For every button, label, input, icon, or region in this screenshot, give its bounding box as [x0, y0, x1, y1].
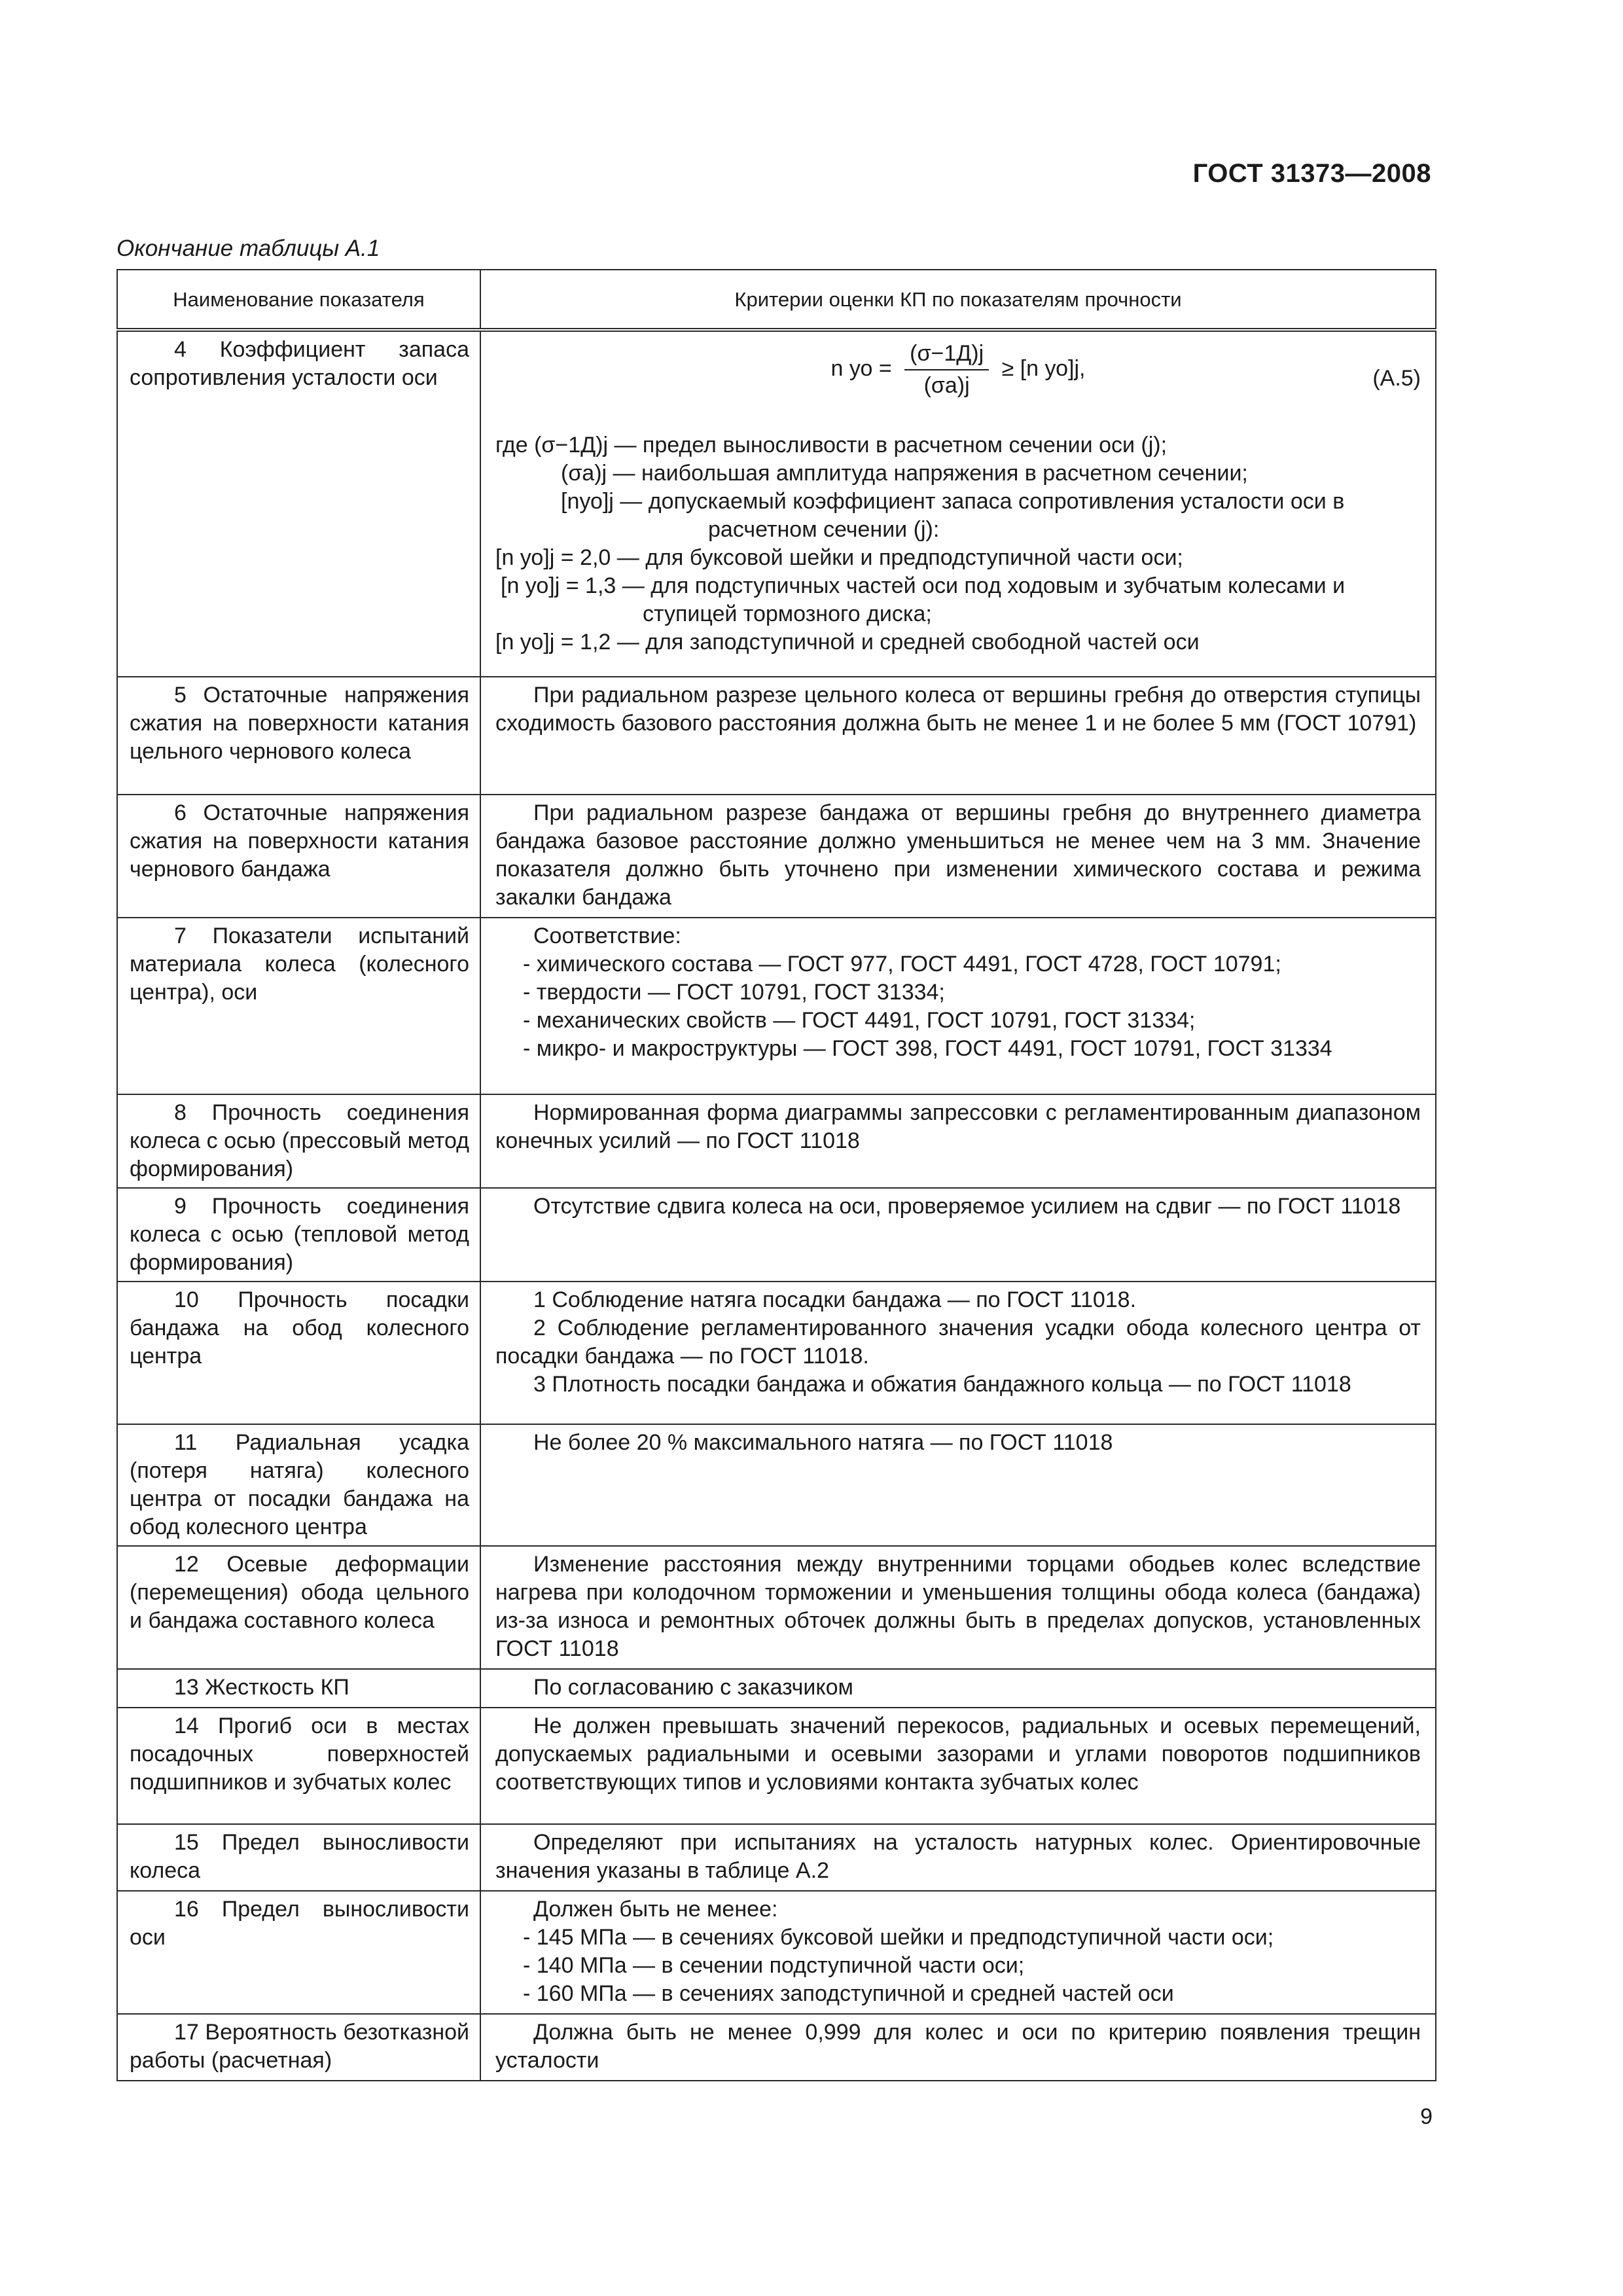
gost-number: ГОСТ 31373—2008 [1192, 159, 1431, 188]
row-criteria: При радиальном разрезе цельного колеса от вершины гребня до отверстия ступицы сходимость базового расстояния должна быть не менее 1 и не более 5 мм (ГОСТ 10791) [480, 677, 1436, 795]
table-row [117, 677, 1436, 795]
row-name: 16 Предел выносливости оси [117, 1891, 480, 2014]
row-name: 11 Радиальная усадка (потеря натяга) колесного центра от посадки бандажа на обод колесного центра [117, 1424, 480, 1546]
table-row [117, 1669, 1436, 1708]
row-criteria: При радиальном разрезе бандажа от вершины гребня до внутреннего диаметра бандажа базовое расстояние должно уменьшиться не менее чем на 3 мм. Значение показателя должно быть уточнено при изменении химического состава и режима закалки бандажа [480, 795, 1436, 918]
explanation-line: ступицей тормозного диска; [643, 601, 932, 626]
row-criteria [480, 330, 1436, 677]
requirements-table [116, 269, 1436, 2081]
table-row [117, 1708, 1436, 1824]
row-criteria: Отсутствие сдвига колеса на оси, проверяемое усилием на сдвиг — по ГОСТ 11018 [480, 1188, 1436, 1282]
row-name: 4 Коэффициент запаса сопротивления усталости оси [117, 330, 480, 677]
explanation-line: расчетном сечении (j): [708, 517, 940, 542]
explanation-line: [nуо]j — допускаемый коэффициент запаса сопротивления усталости оси в [561, 489, 1345, 514]
page-number: 9 [1420, 2104, 1433, 2129]
table-row [117, 1546, 1436, 1669]
row-criteria: Должен быть не менее: - 145 МПа — в сечениях буксовой шейки и предподступичной части оси; - 140 МПа — в сечении подступичной части оси; - 160 МПа — в сечениях заподступичной и средней частей оси [480, 1891, 1436, 2014]
row-criteria: Соответствие: - химического состава — ГОСТ 977, ГОСТ 4491, ГОСТ 4728, ГОСТ 10791; - твердости — ГОСТ 10791, ГОСТ 31334; - механических свойств — ГОСТ 4491, ГОСТ 10791, ГОСТ 31334; - микро- и макроструктуры — ГОСТ 398, ГОСТ 4491, ГОСТ 10791, ГОСТ 31334 [480, 918, 1436, 1094]
column-header-name: Наименование показателя [117, 270, 480, 330]
explanation-line: (σa)j — наибольшая амплитуда напряжения в расчетном сечении; [561, 461, 1248, 486]
formula-explanation [495, 431, 1421, 656]
row-criteria: Нормированная форма диаграммы запрессовки с регламентированным диапазоном конечных усилий — по ГОСТ 11018 [480, 1094, 1436, 1188]
row-name: 12 Осевые деформации (перемещения) обода цельного и бандажа составного колеса [117, 1546, 480, 1669]
formula-fraction [904, 340, 989, 400]
table-row [117, 330, 1436, 677]
table-row [117, 1094, 1436, 1188]
row-name: 17 Вероятность безотказной работы (расчетная) [117, 2014, 480, 2081]
table-row [117, 1824, 1436, 1891]
row-name: 13 Жесткость КП [117, 1669, 480, 1708]
formula-label: (А.5) [1372, 366, 1421, 391]
table-row [117, 2014, 1436, 2081]
column-header-criteria: Критерии оценки КП по показателям прочности [480, 270, 1436, 330]
row-name: 7 Показатели испытаний материала колеса (колесного центра), оси [117, 918, 480, 1094]
table-row [117, 1424, 1436, 1546]
formula [831, 340, 1086, 400]
formula-block [495, 336, 1421, 423]
row-name: 6 Остаточные напряжения сжатия на поверхности катания чернового бандажа [117, 795, 480, 918]
table-row [117, 1891, 1436, 2014]
row-name: 8 Прочность соединения колеса с осью (прессовый метод формирования) [117, 1094, 480, 1188]
explanation-line: где (σ−1Д)j — предел выносливости в расчетном сечении оси (j); [495, 433, 1168, 457]
row-name: 15 Предел выносливости колеса [117, 1824, 480, 1891]
row-criteria: Должна быть не менее 0,999 для колес и оси по критерию появления трещин усталости [480, 2014, 1436, 2081]
row-name: 9 Прочность соединения колеса с осью (тепловой метод формирования) [117, 1188, 480, 1282]
explanation-line: [n уо]j = 1,2 — для заподступичной и средней свободной частей оси [495, 630, 1200, 655]
row-criteria: Не более 20 % максимального натяга — по ГОСТ 11018 [480, 1424, 1436, 1546]
formula-lhs: n уо = [830, 355, 892, 381]
formula-rhs: ≥ [n уо]j, [1001, 355, 1086, 381]
row-criteria: По согласованию с заказчиком [480, 1669, 1436, 1708]
row-criteria: Определяют при испытаниях на усталость натурных колес. Ориентировочные значения указаны в таблице А.2 [480, 1824, 1436, 1891]
explanation-line: [n уо]j = 1,3 — для подступичных частей оси под ходовым и зубчатым колесами и [501, 573, 1346, 598]
row-name: 5 Остаточные напряжения сжатия на поверхности катания цельного чернового колеса [117, 677, 480, 795]
table-row [117, 918, 1436, 1094]
formula-numerator: (σ−1Д)j [904, 340, 989, 370]
row-criteria: 1 Соблюдение натяга посадки бандажа — по ГОСТ 11018. 2 Соблюдение регламентированного значения усадки обода колесного центра от посадки бандажа — по ГОСТ 11018. 3 Плотность посадки бандажа и обжатия бандажного кольца — по ГОСТ 11018 [480, 1282, 1436, 1424]
row-name: 14 Прогиб оси в местах посадочных поверхностей подшипников и зубчатых колес [117, 1708, 480, 1824]
table-caption: Окончание таблицы А.1 [116, 236, 380, 261]
table-row [117, 795, 1436, 918]
row-name: 10 Прочность посадки бандажа на обод колесного центра [117, 1282, 480, 1424]
explanation-line: [n уо]j = 2,0 — для буксовой шейки и предподступичной части оси; [495, 545, 1183, 570]
formula-denominator: (σa)j [923, 373, 970, 398]
table-row [117, 1282, 1436, 1424]
table-row [117, 1188, 1436, 1282]
row-criteria: Изменение расстояния между внутренними торцами ободьев колес вследствие нагрева при колодочном торможении и уменьшения толщины обода колеса (бандажа) из-за износа и ремонтных обточек должны быть в пределах допусков, установленных ГОСТ 11018 [480, 1546, 1436, 1669]
row-criteria: Не должен превышать значений перекосов, радиальных и осевых перемещений, допускаемых радиальными и осевыми зазорами и углами поворотов подшипников соответствующих типов и условиями контакта зубчатых колес [480, 1708, 1436, 1824]
table-header-row [117, 270, 1436, 330]
